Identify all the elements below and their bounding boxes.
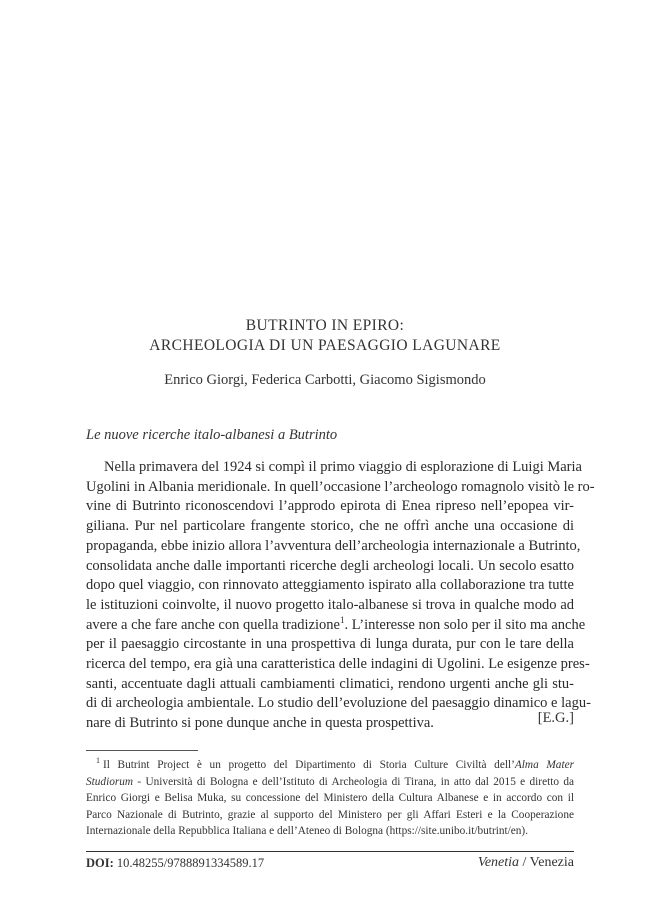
- title-line-1: BUTRINTO IN EPIRO:: [245, 317, 405, 334]
- doi-value[interactable]: 10.48255/9788891334589.17: [113, 856, 265, 870]
- body-line: nare di Butrinto si pone dunque anche in questa prospettiva.: [86, 715, 434, 732]
- journal-name: [478, 855, 574, 871]
- footnote-italic: Alma Mater: [514, 759, 575, 771]
- footnote-line: Parco Nazionale di Butrinto, grazie al supporto del Ministero per gli Affari Esteri e la Cooperazione: [86, 808, 574, 821]
- body-line: giliana. Pur nel particolare frangente storico, che ne offrì anche una occasione di: [86, 518, 574, 535]
- body-line: consolidata anche dalle importanti ricerche degli archeologi locali. Un secolo esatto: [86, 557, 574, 574]
- body-paragraph: [86, 458, 595, 734]
- doi: [86, 856, 264, 871]
- footnote-line: [86, 774, 574, 791]
- footnote-line: Internazionale della Repubblica Italiana e dell’Ateneo di Bologna (https://site.unibo.it/butrint/en).: [86, 825, 529, 838]
- body-line: Nella primavera del 1924 si compì il primo viaggio di esplorazione di Luigi Maria: [104, 459, 582, 475]
- body-line-text: . L’interesse non solo per il sito ma anche: [344, 616, 586, 633]
- footnote-text: Il Butrint Project è un progetto del Dipartimento di Storia Culture Civiltà dell’: [103, 759, 515, 771]
- body-line-text: avere a che fare anche con quella tradizione: [86, 616, 340, 633]
- section-heading: Le nuove ricerche italo-albanesi a Butrinto: [86, 427, 338, 443]
- footnote-line: Enrico Giorgi e Belisa Muka, su concessione del Ministero della Cultura Albanese e in accordo con il: [86, 792, 574, 805]
- footnote-divider: [86, 750, 198, 751]
- journal-name-italic: Venetia: [477, 855, 520, 870]
- footnote: [86, 757, 574, 840]
- body-line-with-footnote: [86, 614, 586, 636]
- footnote-text: - Università di Bologna e dell’Istituto di Archeologia di Tirana, in atto dal 2015 e diretto da: [133, 775, 574, 788]
- body-line: di di archeologia ambientale. Lo studio dell’evoluzione del paesaggio dinamico e lagu-: [86, 695, 591, 712]
- footer-divider: [86, 851, 574, 852]
- body-line: vine di Butrinto riconoscendovi l’approdo epirota di Enea ripreso nell’epopea vir-: [86, 498, 574, 515]
- footnote-line: [86, 757, 574, 774]
- doi-label: DOI:: [86, 856, 114, 870]
- body-line: per il paesaggio circostante in una prospettiva di lunga durata, pur con le tare della: [86, 636, 574, 653]
- title-line-2: ARCHEOLOGIA DI UN PAESAGGIO LAGUNARE: [149, 337, 501, 354]
- body-line: propaganda, ebbe inizio allora l’avventura dell’archeologia internazionale a Butrinto,: [86, 537, 581, 554]
- body-line: santi, accentuate dagli attuali cambiamenti climatici, rendono urgenti anche gli stu-: [86, 675, 574, 692]
- body-line: dopo quel viaggio, con rinnovato atteggiamento ispirato alla collaborazione tra tutte: [86, 577, 574, 594]
- body-line: le istituzioni coinvolte, il nuovo progetto italo-albanese si trova in qualche modo ad: [86, 596, 574, 613]
- footnote-italic: Studiorum: [86, 775, 134, 788]
- body-line: Ugolini in Albania meridionale. In quell’occasione l’archeologo romagnolo visitò le ro-: [86, 478, 595, 495]
- authors: Enrico Giorgi, Federica Carbotti, Giacomo Sigismondo: [164, 372, 486, 388]
- footnote-mark: 1: [96, 756, 100, 766]
- journal-name-rest: / Venezia: [519, 855, 574, 870]
- footnote-reference[interactable]: 1: [340, 614, 345, 625]
- article-title: [0, 316, 650, 356]
- body-line: ricerca del tempo, era già una caratteristica delle indagini di Ugolini. Le esigenze pres-: [86, 656, 590, 673]
- author-signature: [E.G.]: [537, 710, 574, 726]
